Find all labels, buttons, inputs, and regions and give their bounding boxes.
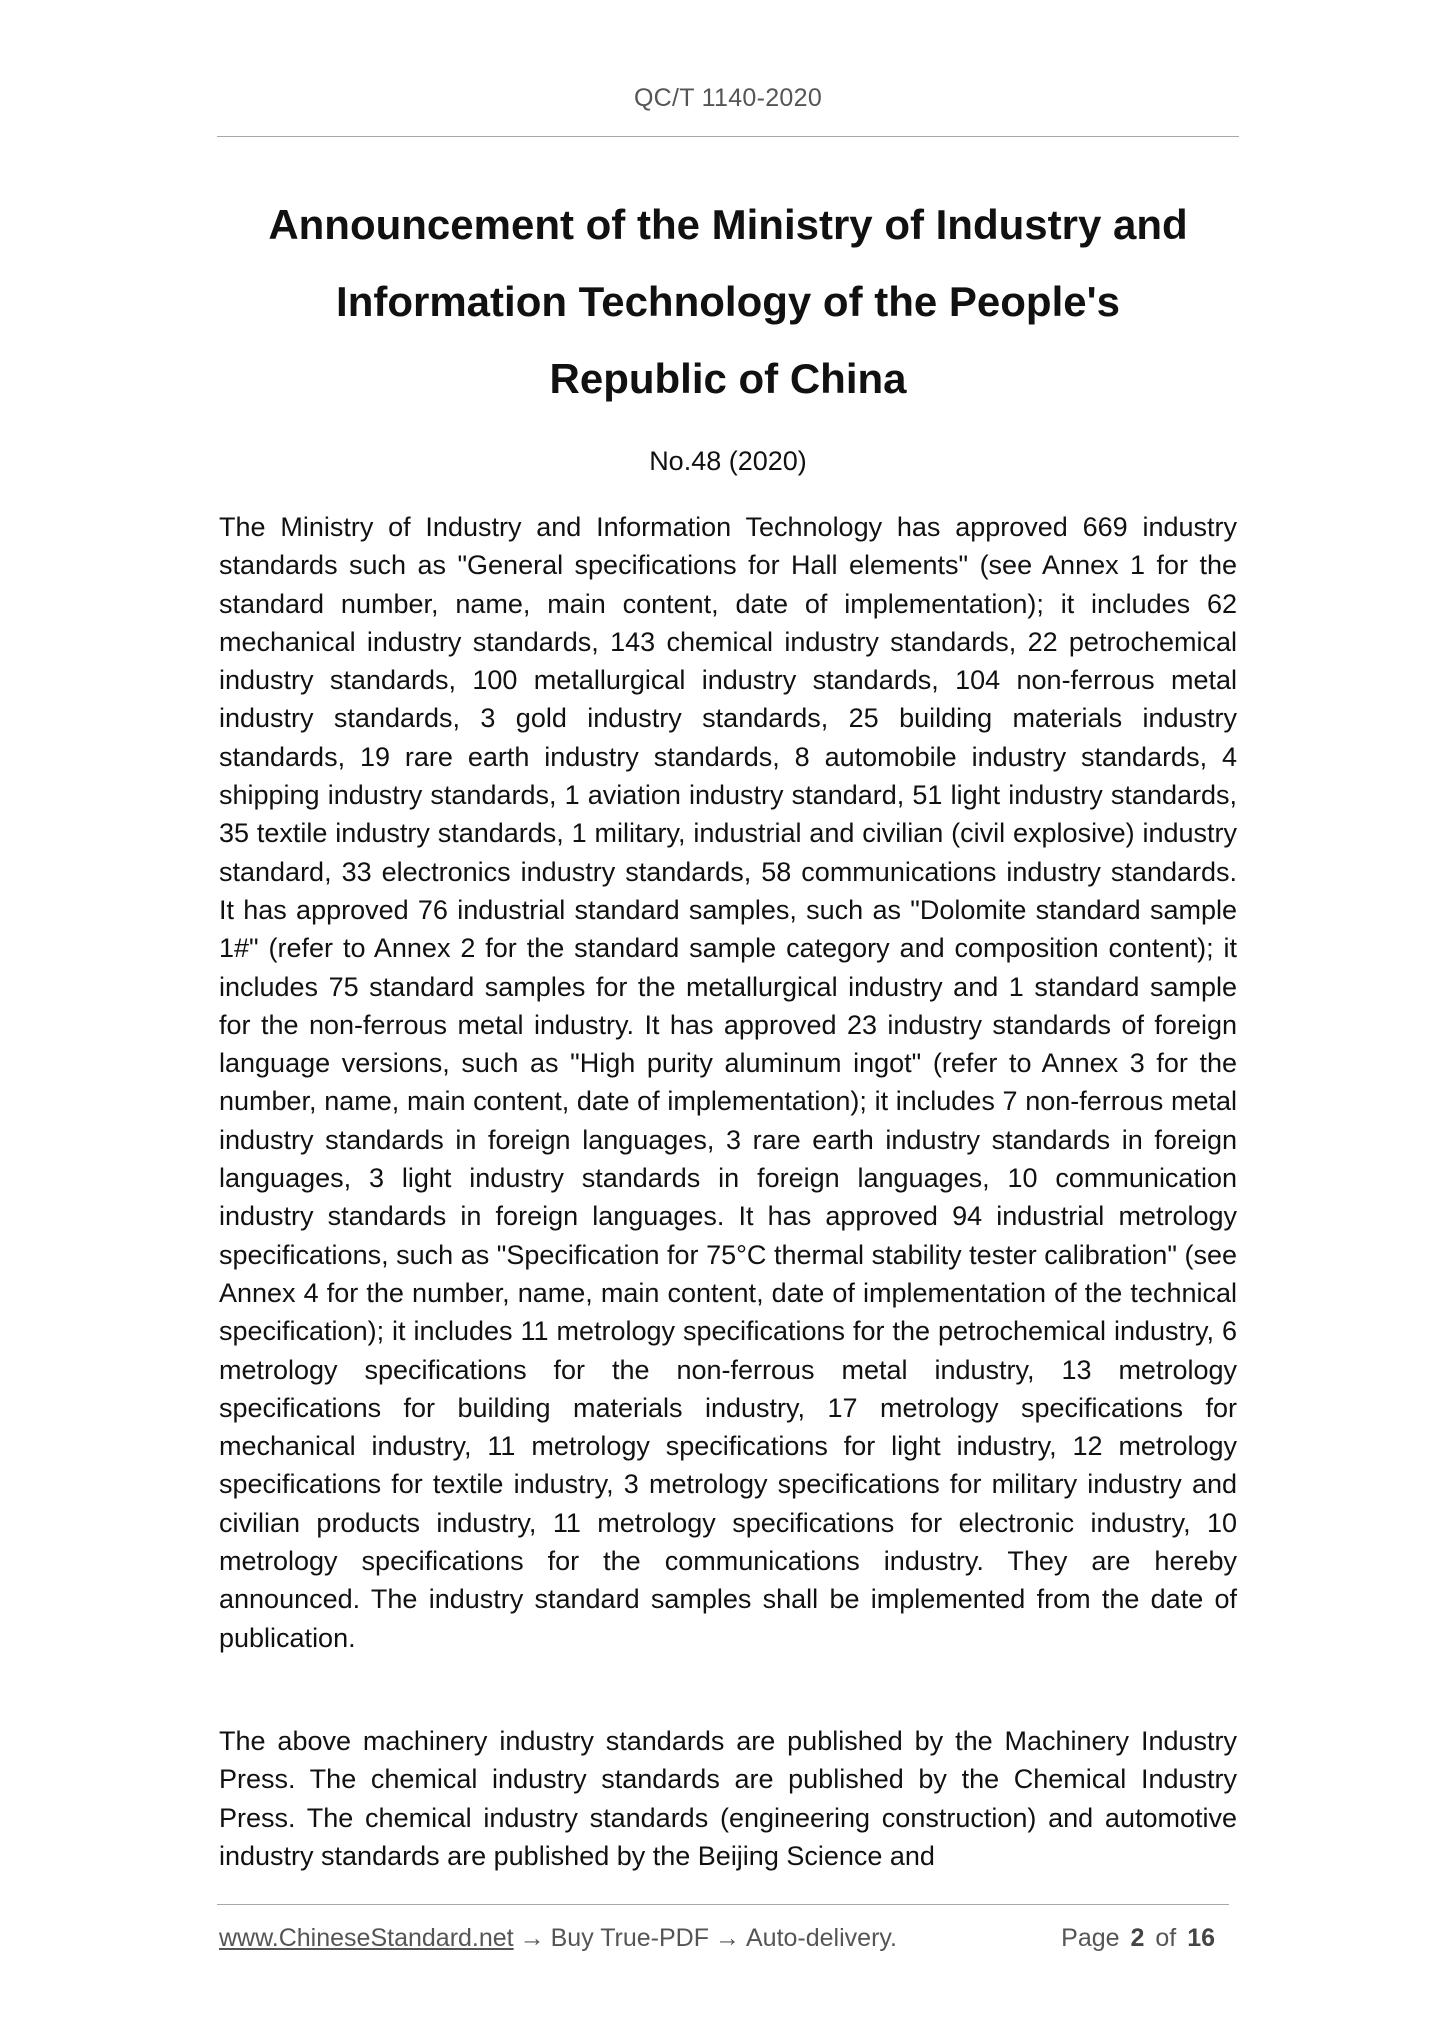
arrow-right-icon: →	[519, 1924, 545, 1952]
arrow-right-icon: →	[715, 1924, 740, 1952]
announcement-number: No.48 (2020)	[649, 446, 807, 476]
title-line: Information Technology of the People's	[336, 278, 1120, 325]
body-paragraph-2: The above machinery industry standards are published by the Machinery Industry Press. The chemical industry standards are published by the Chemical Industry Press. The chemical industry standards (engineering construction) and automotive industry standards are published by the Beijing Science and	[219, 1726, 1237, 1871]
current-page-number: 2	[1130, 1924, 1145, 1952]
auto-delivery-text: Auto-delivery.	[746, 1924, 897, 1952]
title-line: Announcement of the Ministry of Industry and	[268, 201, 1188, 248]
running-header: QC/T 1140-2020	[633, 84, 823, 112]
body-paragraph-1: The Ministry of Industry and Information Technology has approved 669 industry standards such as "General specifications for Hall elements" (see Annex 1 for the standard number, name, main content, date of implementation); it includes 62 mechanical industry standards, 143 chemical industry standards, 22 petrochemical industry standards, 100 metallurgical industry standards, 104 non-ferrous metal industry standards, 3 gold industry standards, 25 building materials industry standards, 19 rare earth industry standards, 8 automobile industry standards, 4 shipping industry standards, 1 aviation industry standard, 51 light industry standards, 35 textile industry standards, 1 military, industrial and civilian (civil explosive) industry standard, 33 electronics industry standards, 58 communications industry standards. It has approved 76 industrial standard samples, such as "Dolomite standard sample 1#" (refer to Annex 2 for the standard sample category and composition content); it includes 75 standard samples for the metallurgical industry and 1 standard sample for the non-ferrous metal industry. It has approved 23 industry standards of foreign language versions, such as "High purity aluminum ingot" (refer to Annex 3 for the number, name, main content, date of implementation); it includes 7 non-ferrous metal industry standards in foreign languages, 3 rare earth industry standards in foreign languages, 3 light industry standards in foreign languages, 10 communication industry standards in foreign languages. It has approved 94 industrial metrology specifications, such as "Specification for 75°C thermal stability tester calibration" (see Annex 4 for the number, name, main content, date of implementation of the technical specification); it includes 11 metrology specifications for the petrochemical industry, 6 metrology specifications for the non-ferrous metal industry, 13 metrology specifications for building materials industry, 17 metrology specifications for mechanical industry, 11 metrology specifications for light industry, 12 metrology specifications for textile industry, 3 metrology specifications for military industry and civilian products industry, 11 metrology specifications for electronic industry, 10 metrology specifications for the communications industry. They are hereby announced. The industry standard samples shall be implemented from the date of publication.	[219, 512, 1237, 1653]
page-indicator	[1061, 1924, 1229, 1953]
total-pages-number: 16	[1187, 1924, 1215, 1952]
page-label: Page	[1061, 1924, 1120, 1952]
footer-promo	[219, 1924, 897, 1953]
of-label: of	[1155, 1924, 1177, 1952]
footer-divider	[217, 1904, 1229, 1905]
title-line: Republic of China	[549, 355, 907, 402]
announcement-title	[217, 186, 1239, 417]
page-footer	[219, 1924, 1229, 1953]
buy-true-pdf-text: Buy True-PDF	[550, 1924, 709, 1952]
header-divider	[217, 136, 1239, 137]
website-link[interactable]: www.ChineseStandard.net	[219, 1924, 514, 1952]
